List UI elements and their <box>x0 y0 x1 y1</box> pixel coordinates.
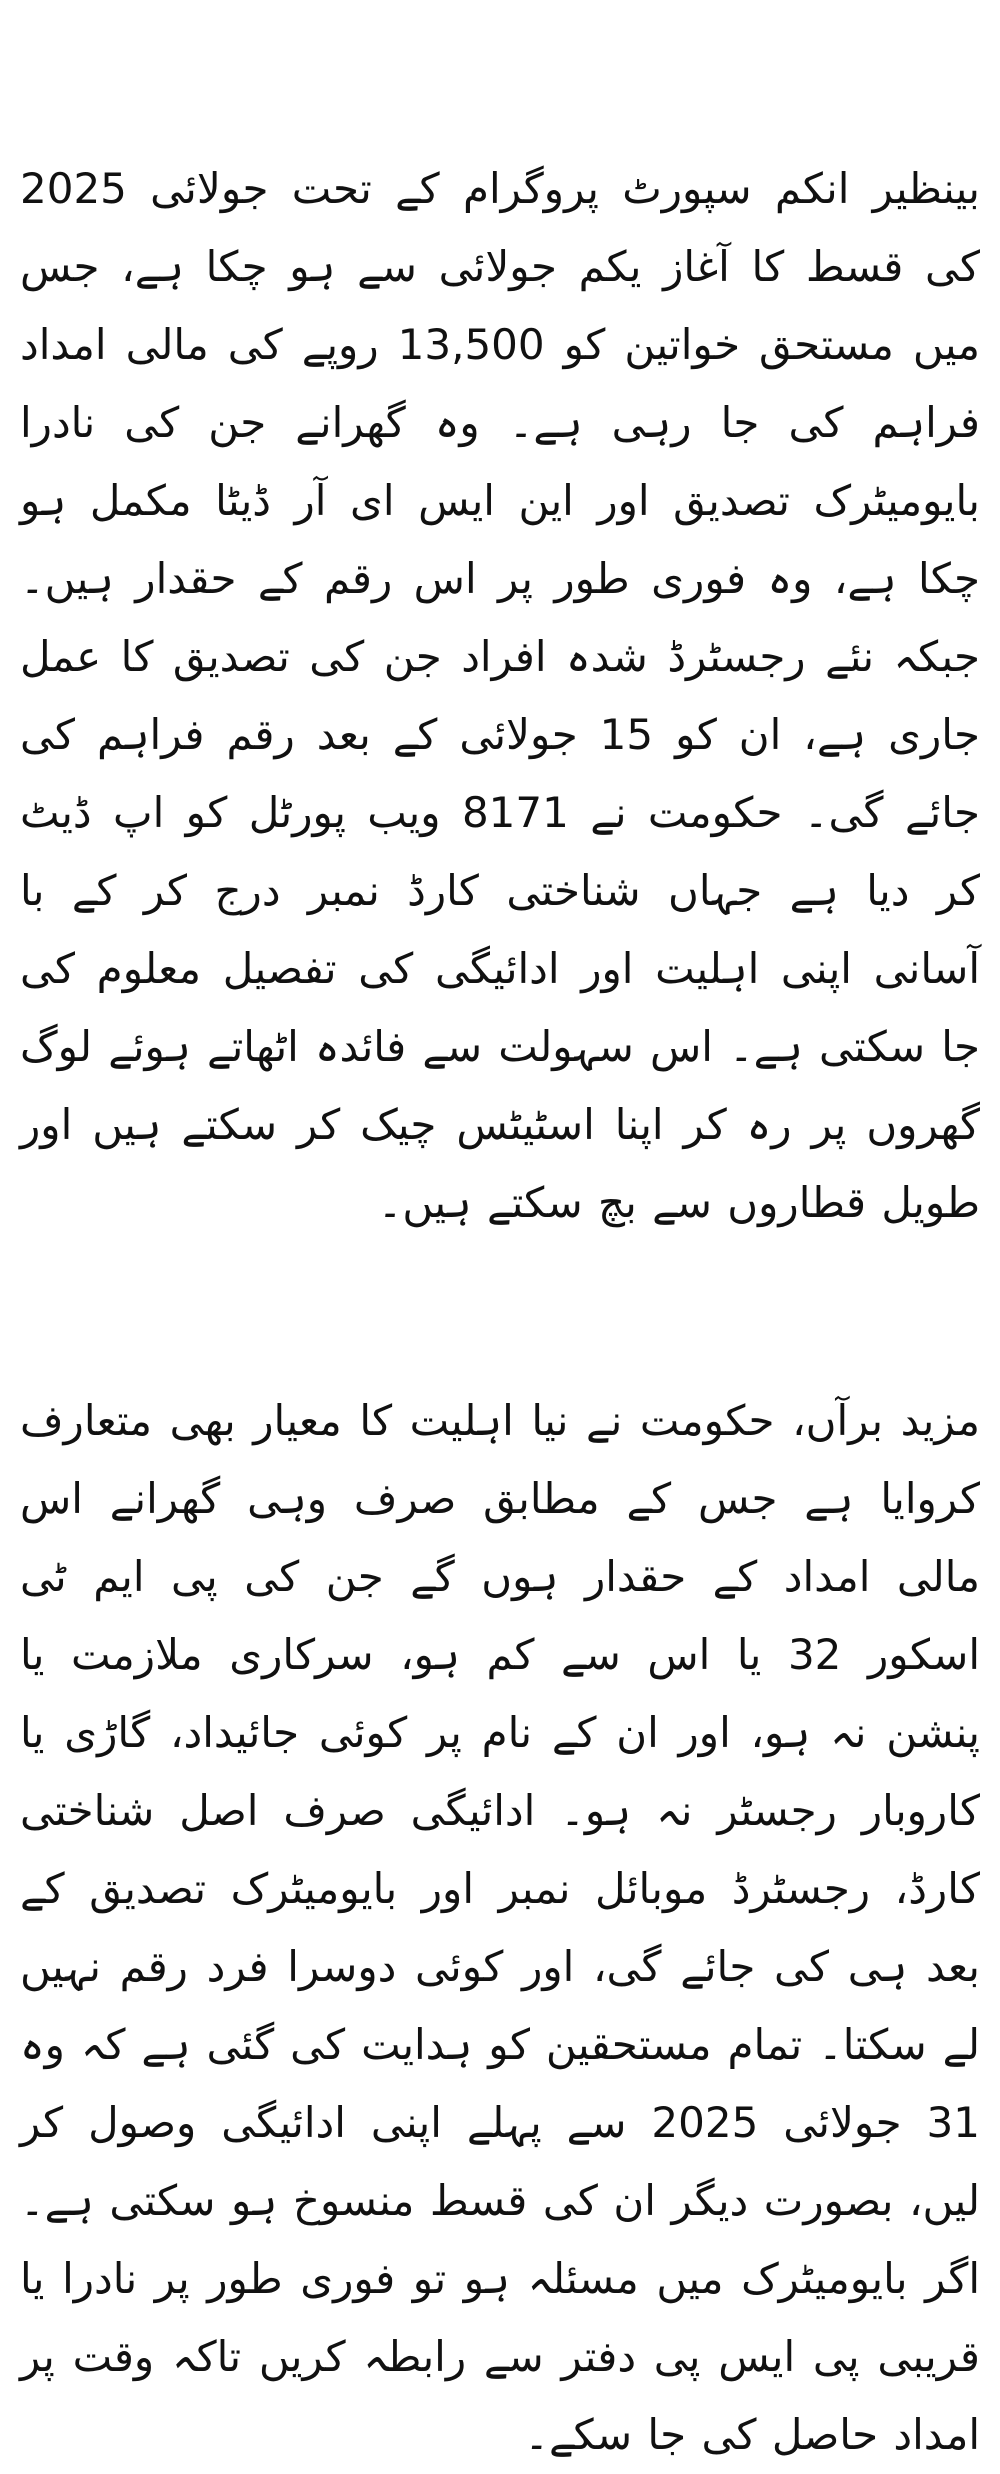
paragraph-eligibility-criteria: مزید برآں، حکومت نے نیا اہلیت کا معیار بھی متعارف کروایا ہے جس کے مطابق صرف وہی گھرانے اس مالی امداد کے حقدار ہوں گے جن کی پی ایم ٹی اسکور 32 یا اس سے کم ہو، سرکاری ملازمت یا پنشن نہ ہو، اور ان کے نام پر کوئی جائیداد، گاڑی یا کاروبار رجسٹر نہ ہو۔ ادائیگی صرف اصل شناختی کارڈ، رجسٹرڈ موبائل نمبر اور بایومیٹرک تصدیق کے بعد ہی کی جائے گی، اور کوئی دوسرا فرد رقم نہیں لے سکتا۔ تمام مستحقین کو ہدایت کی گئی ہے کہ وہ 31 جولائی 2025 سے پہلے اپنی ادائیگی وصول کر لیں، بصورت دیگر ان کی قسط منسوخ ہو سکتی ہے۔ اگر بایومیٹرک میں مسئلہ ہو تو فوری طور پر نادرا یا قریبی پی ایس پی دفتر سے رابطہ کریں تاکہ وقت پر امداد حاصل کی جا سکے۔ <box>20 1396 981 2459</box>
article-body <box>20 150 980 2474</box>
paragraph-bisp-july-installment: بینظیر انکم سپورٹ پروگرام کے تحت جولائی 2025 کی قسط کا آغاز یکم جولائی سے ہو چکا ہے، جس میں مستحق خواتین کو 13,500 روپے کی مالی امداد فراہم کی جا رہی ہے۔ وہ گھرانے جن کی نادرا بایومیٹرک تصدیق اور این ایس ای آر ڈیٹا مکمل ہو چکا ہے، وہ فوری طور پر اس رقم کے حقدار ہیں۔ جبکہ نئے رجسٹرڈ شدہ افراد جن کی تصدیق کا عمل جاری ہے، ان کو 15 جولائی کے بعد رقم فراہم کی جائے گی۔ حکومت نے 8171 ویب پورٹل کو اپ ڈیٹ کر دیا ہے جہاں شناختی کارڈ نمبر درج کر کے با آسانی اپنی اہلیت اور ادائیگی کی تفصیل معلوم کی جا سکتی ہے۔ اس سہولت سے فائدہ اٹھاتے ہوئے لوگ گھروں پر رہ کر اپنا اسٹیٹس چیک کر سکتے ہیں اور طویل قطاروں سے بچ سکتے ہیں۔ <box>20 164 981 1227</box>
